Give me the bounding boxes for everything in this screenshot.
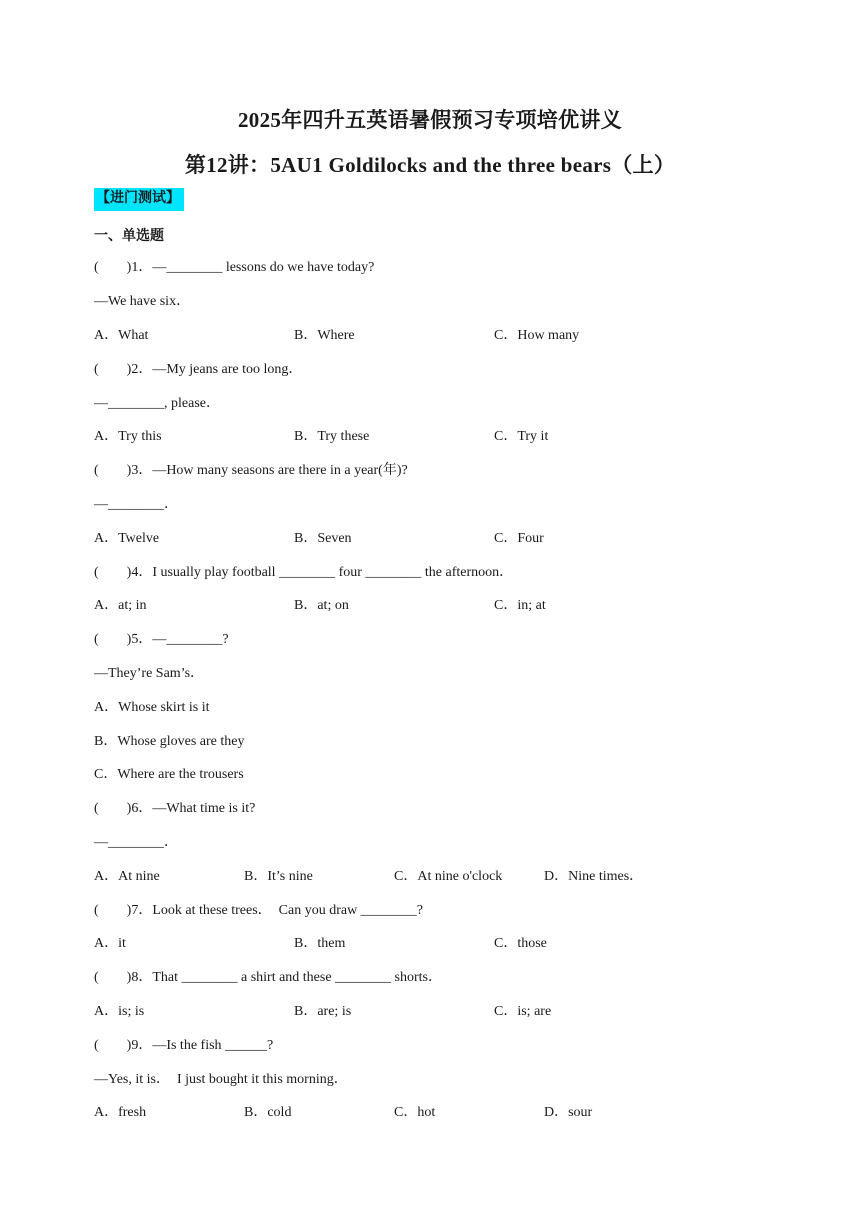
question-3-option-a: A．Twelve — [94, 531, 160, 546]
question-1-stem: ( )1．—________ lessons do we have today? — [94, 260, 375, 275]
question-4-option-c: C．in; at — [494, 598, 546, 613]
question-3-reply: —________． — [94, 497, 178, 512]
question-6-option-c: C．At nine o'clock — [394, 869, 503, 884]
question-5-stem: ( )5．—________? — [94, 632, 229, 647]
question-1-option-c: C．How many — [494, 328, 580, 343]
page-subtitle: 第12讲：5AU1 Goldilocks and the three bears（上） — [184, 153, 676, 177]
question-1-option-a: A．What — [94, 328, 149, 343]
question-8-option-a: A．is; is — [94, 1004, 145, 1019]
question-9-option-c: C．hot — [394, 1105, 436, 1120]
question-6-option-b: B．It’s nine — [244, 869, 313, 884]
question-6-option-a: A．At nine — [94, 869, 160, 884]
question-5-reply: —They’re Sam’s． — [94, 666, 205, 681]
question-4-option-a: A．at; in — [94, 598, 147, 613]
question-3-option-c: C．Four — [494, 531, 544, 546]
question-7-stem: ( )7．Look at these trees． Can you draw ________? — [94, 903, 423, 918]
question-2-option-b: B．Try these — [294, 429, 370, 444]
question-5-option-b: B．Whose gloves are they — [94, 734, 245, 749]
question-8-option-b: B．are; is — [294, 1004, 352, 1019]
question-8-option-c: C．is; are — [494, 1004, 552, 1019]
question-3-stem: ( )3．—How many seasons are there in a year(年)? — [94, 463, 408, 478]
question-9-option-a: A．fresh — [94, 1105, 147, 1120]
question-7-option-b: B．them — [294, 936, 346, 951]
question-9-stem: ( )9．—Is the fish ______? — [94, 1038, 274, 1053]
question-6-stem: ( )6．—What time is it? — [94, 801, 256, 816]
question-5-option-c: C．Where are the trousers — [94, 767, 244, 782]
question-3-option-b: B．Seven — [294, 531, 352, 546]
question-9-option-b: B．cold — [244, 1105, 292, 1120]
question-2-option-c: C．Try it — [494, 429, 549, 444]
question-1-option-b: B．Where — [294, 328, 355, 343]
question-9-option-d: D．sour — [544, 1105, 593, 1120]
question-7-option-c: C．those — [494, 936, 547, 951]
entry-test-tag: 【进门测试】 — [94, 188, 184, 211]
section-heading: 一、单选题 — [94, 229, 164, 244]
question-8-stem: ( )8．That ________ a shirt and these ________ shorts． — [94, 970, 443, 985]
question-6-reply: —________． — [94, 835, 178, 850]
question-4-option-b: B．at; on — [294, 598, 349, 613]
page-title: 2025年四升五英语暑假预习专项培优讲义 — [238, 108, 622, 132]
question-6-option-d: D．Nine times． — [544, 869, 644, 884]
question-7-option-a: A．it — [94, 936, 126, 951]
question-9-reply: —Yes, it is． I just bought it this morning． — [94, 1072, 348, 1087]
question-2-option-a: A．Try this — [94, 429, 162, 444]
question-5-option-a: A．Whose skirt is it — [94, 700, 210, 715]
question-2-reply: —________, please． — [94, 396, 220, 411]
question-4-stem: ( )4．I usually play football ________ four ________ the afternoon． — [94, 565, 514, 580]
question-1-reply: —We have six． — [94, 294, 191, 309]
question-2-stem: ( )2．—My jeans are too long． — [94, 362, 303, 377]
